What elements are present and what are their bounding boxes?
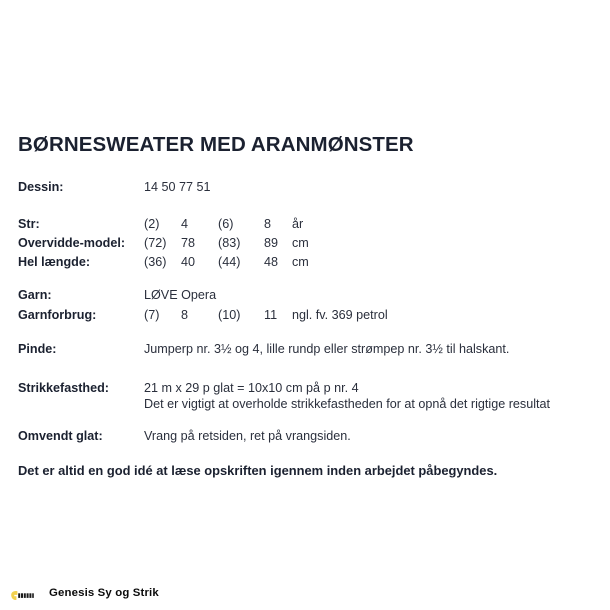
garnforbrug-value-1: (7) bbox=[144, 308, 160, 322]
hel-laengde-unit: cm bbox=[292, 255, 309, 269]
garnforbrug-colorway: ngl. fv. 369 petrol bbox=[292, 308, 388, 322]
closing-note: Det er altid en god idé at læse opskriften igennem inden arbejdet påbegyndes. bbox=[18, 463, 498, 478]
hel-laengde-value-1: (36) bbox=[144, 255, 167, 269]
footer bbox=[10, 587, 159, 599]
str-size-2: 4 bbox=[181, 217, 189, 231]
pinde-value: Jumperp nr. 3½ og 4, lille rundp eller strømpep nr. 3½ til halskant. bbox=[144, 342, 510, 356]
garnforbrug-label: Garnforbrug: bbox=[18, 308, 97, 322]
field-row-garn bbox=[18, 288, 598, 305]
strikkefasthed-value-line1: 21 m x 29 p glat = 10x10 cm på p nr. 4 bbox=[144, 381, 359, 395]
str-label: Str: bbox=[18, 217, 40, 231]
overvidde-unit: cm bbox=[292, 236, 309, 250]
overvidde-value-4: 89 bbox=[264, 236, 279, 250]
hel-laengde-value-4: 48 bbox=[264, 255, 279, 269]
strikkefasthed-label: Strikkefasthed: bbox=[18, 381, 109, 395]
overvidde-label: Overvidde-model: bbox=[18, 236, 126, 250]
garnforbrug-value-2: 8 bbox=[181, 308, 189, 322]
str-size-1: (2) bbox=[144, 217, 160, 231]
footer-brand-label: Genesis Sy og Strik bbox=[49, 587, 159, 599]
field-row-pinde bbox=[18, 342, 598, 359]
garn-value: LØVE Opera bbox=[144, 288, 217, 302]
pinde-label: Pinde: bbox=[18, 342, 57, 356]
overvidde-value-2: 78 bbox=[181, 236, 196, 250]
hel-laengde-label: Hel længde: bbox=[18, 255, 91, 269]
field-row-overvidde bbox=[18, 236, 598, 253]
omvendt-glat-label: Omvendt glat: bbox=[18, 429, 103, 443]
field-row-hel-laengde bbox=[18, 255, 598, 272]
field-row-omvendt-glat bbox=[18, 429, 598, 446]
str-size-4: 8 bbox=[264, 217, 272, 231]
omvendt-glat-value: Vrang på retsiden, ret på vrangsiden. bbox=[144, 429, 351, 443]
page-title: BØRNESWEATER MED ARANMØNSTER bbox=[18, 133, 414, 156]
overvidde-value-3: (83) bbox=[218, 236, 241, 250]
field-row-strikkefasthed bbox=[18, 381, 598, 398]
strikkefasthed-value-line2: Det er vigtigt at overholde strikkefastheden for at opnå det rigtige resultat bbox=[144, 397, 551, 411]
garnforbrug-value-4: 11 bbox=[264, 308, 278, 322]
str-size-3: (6) bbox=[218, 217, 234, 231]
dessin-label: Dessin: bbox=[18, 180, 64, 194]
genesis-logo-icon bbox=[10, 588, 40, 599]
field-row-garnforbrug bbox=[18, 308, 598, 325]
field-row-str bbox=[18, 217, 598, 234]
garn-label: Garn: bbox=[18, 288, 52, 302]
dessin-value: 14 50 77 51 bbox=[144, 180, 211, 194]
overvidde-value-1: (72) bbox=[144, 236, 167, 250]
str-unit: år bbox=[292, 217, 304, 231]
field-row-dessin bbox=[18, 180, 598, 197]
hel-laengde-value-3: (44) bbox=[218, 255, 241, 269]
garnforbrug-value-3: (10) bbox=[218, 308, 241, 322]
hel-laengde-value-2: 40 bbox=[181, 255, 196, 269]
field-row-strikkefasthed-note bbox=[18, 397, 598, 414]
